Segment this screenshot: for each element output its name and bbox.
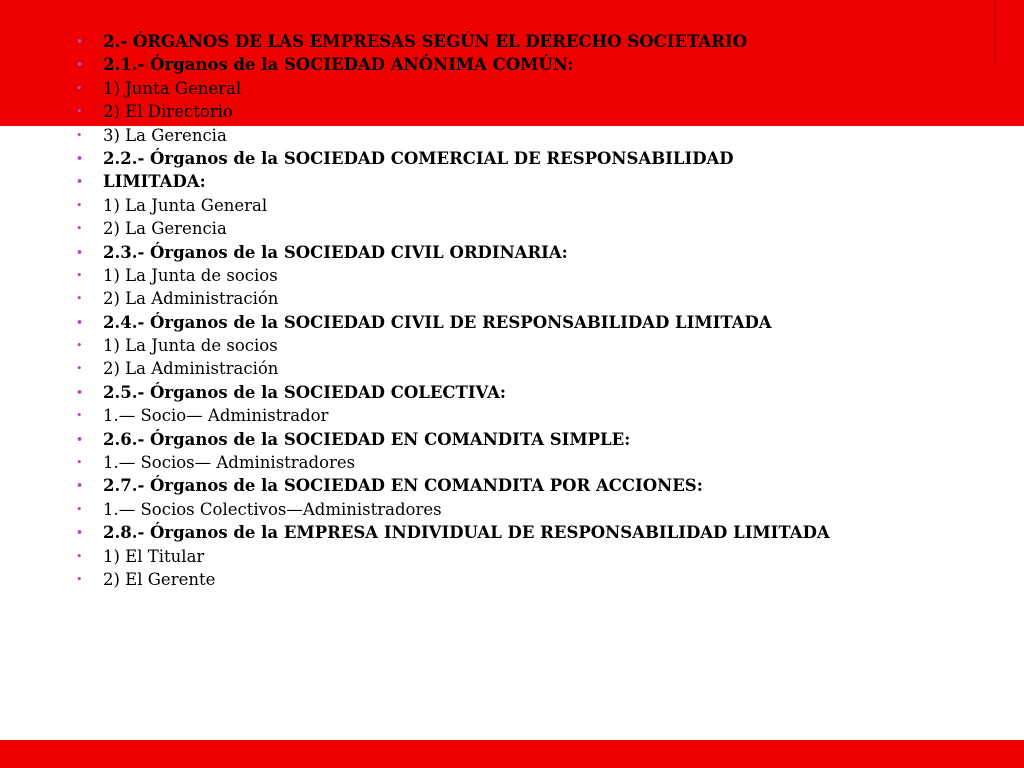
list-item: • 3) La Gerencia (76, 124, 1006, 147)
list-item: • 1.— Socios Colectivos—Administradores (76, 498, 1006, 521)
section-heading: • 2.6.- Órganos de la SOCIEDAD EN COMANDITA SIMPLE: (76, 428, 1006, 451)
section-heading: • 2.5.- Órganos de la SOCIEDAD COLECTIVA: (76, 381, 1006, 404)
list-item: • 1) La Junta de socios (76, 264, 1006, 287)
list-item: • 2) La Administración (76, 357, 1006, 380)
section-heading: • 2.3.- Órganos de la SOCIEDAD CIVIL ORDINARIA: (76, 241, 1006, 264)
section-heading: • 2.4.- Órganos de la SOCIEDAD CIVIL DE RESPONSABILIDAD LIMITADA (76, 311, 1006, 334)
list-item: • 2) La Administración (76, 287, 1006, 310)
list-item: • 1) El Titular (76, 545, 1006, 568)
section-heading: • 2.- ÓRGANOS DE LAS EMPRESAS SEGÚN EL DERECHO SOCIETARIO (76, 30, 1006, 53)
list-item: • 1) Junta General (76, 77, 1006, 100)
list-item: • 2) El Gerente (76, 568, 1006, 591)
bullet-list (76, 30, 1006, 591)
section-heading: • LIMITADA: (76, 170, 1006, 193)
list-item: • 1.— Socios— Administradores (76, 451, 1006, 474)
list-item: • 1) La Junta General (76, 194, 1006, 217)
footer-band (0, 740, 1024, 768)
list-item: • 1) La Junta de socios (76, 334, 1006, 357)
section-heading: • 2.2.- Órganos de la SOCIEDAD COMERCIAL DE RESPONSABILIDAD (76, 147, 1006, 170)
list-item: • 2) El Directorio (76, 100, 1006, 123)
section-heading: • 2.1.- Órganos de la SOCIEDAD ANÓNIMA COMÚN: (76, 53, 1006, 76)
list-item: • 1.— Socio— Administrador (76, 404, 1006, 427)
section-heading: • 2.7.- Órganos de la SOCIEDAD EN COMANDITA POR ACCIONES: (76, 474, 1006, 497)
list-item: • 2) La Gerencia (76, 217, 1006, 240)
section-heading: • 2.8.- Órganos de la EMPRESA INDIVIDUAL DE RESPONSABILIDAD LIMITADA (76, 521, 1006, 544)
